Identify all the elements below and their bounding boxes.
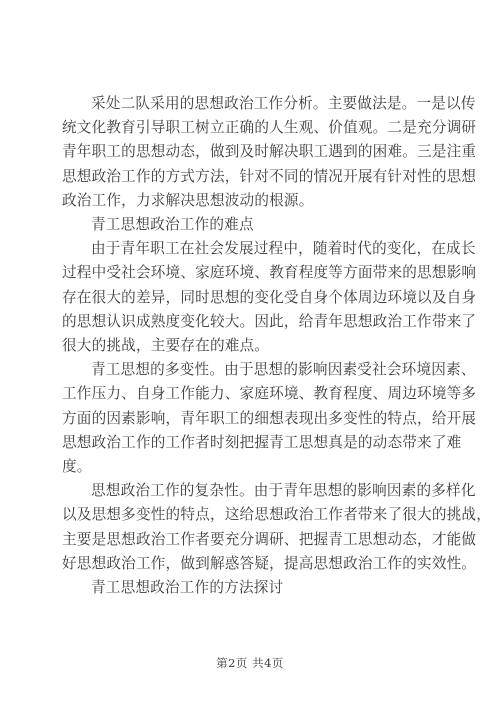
text-line: 青工思想的多变性。由于思想的影响因素受社会环境因素、	[91, 361, 476, 379]
text-line: 采处二队采用的思想政治工作分析。主要做法是。一是以传	[91, 95, 476, 112]
text-line: 度。	[62, 458, 92, 476]
section-heading-difficulties	[62, 213, 452, 237]
heading-text: 青工思想政治工作的难点	[91, 216, 254, 234]
text-line: 以及思想多变性的特点，这给思想政治工作者带来了很大的挑战，	[62, 506, 492, 524]
text-line: 思想政治工作的工作者时刻把握青工思想真是的动态带来了难	[62, 433, 462, 451]
text-line: 思想政治工作的方式方法，针对不同的情况开展有针对性的思想	[62, 167, 477, 185]
text-line: 由于青年职工在社会发展过程中，随着时代的变化，在成长	[91, 240, 476, 258]
paragraph-difficulties-intro	[62, 237, 477, 358]
text-line: 青年职工的思想动态，做到及时解决职工遇到的困难。三是注重	[62, 143, 477, 161]
text-line: 政治工作，力求解决思想波动的根源。	[62, 191, 314, 209]
page-number-footer: 第2页 共4页	[216, 656, 284, 670]
text-line: 方面的因素影响，青年职工的细想表现出多变性的特点，给开展	[62, 409, 477, 427]
text-line: 很大的挑战，主要存在的难点。	[62, 337, 270, 355]
paragraph-variability	[62, 358, 477, 479]
text-line: 思想政治工作的复杂性。由于青年思想的影响因素的多样化	[91, 482, 476, 500]
text-line: 工作压力、自身工作能力、家庭环境、教育程度、周边环境等多	[62, 385, 477, 403]
heading-text: 青工思想政治工作的方法探讨	[91, 579, 284, 597]
section-heading-methods	[62, 576, 452, 600]
text-line: 的思想认识成熟度变化较大。因此，给青年思想政治工作带来了	[62, 312, 477, 330]
text-line: 统文化教育引导职工树立正确的人生观、价值观。二是充分调研	[62, 119, 477, 137]
paragraph-complexity	[62, 479, 492, 576]
text-line: 过程中受社会环境、家庭环境、教育程度等方面带来的思想影响	[62, 264, 477, 282]
text-line: 存在很大的差异，同时思想的变化受自身个体周边环境以及自身	[62, 288, 477, 306]
text-line: 主要是思想政治工作者要充分调研、把握青工思想动态，才能做	[62, 530, 477, 548]
text-line: 好思想政治工作，做到解惑答疑，提高思想政治工作的实效性。	[62, 554, 477, 572]
document-body	[62, 92, 492, 600]
paragraph-team-analysis	[62, 92, 477, 213]
